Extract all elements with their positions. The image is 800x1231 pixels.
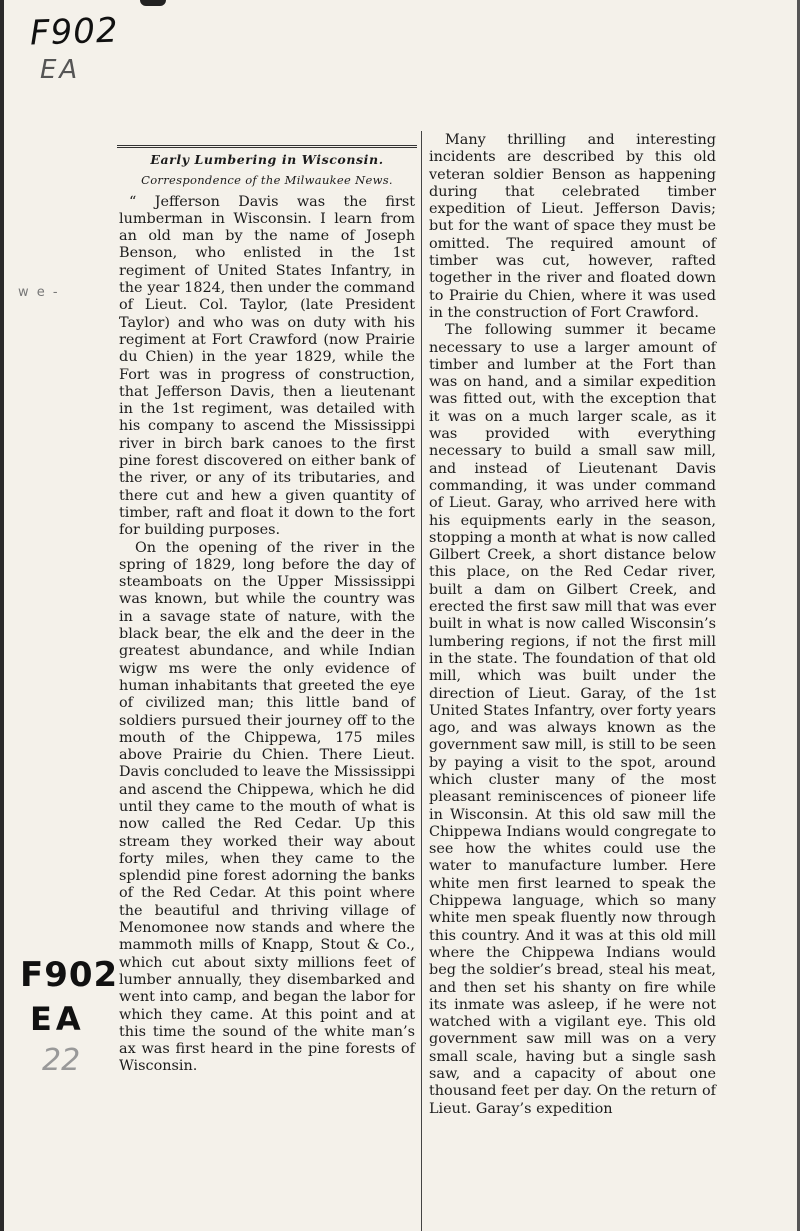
column-divider — [421, 131, 422, 1231]
handwritten-side-catalog-number: F902 — [20, 955, 119, 995]
article-headline: Early Lumbering in Wisconsin. — [150, 152, 384, 167]
article-column-right — [429, 132, 716, 1118]
handwritten-side-initials: EA — [30, 1000, 85, 1038]
paragraph: “ Jefferson Davis was the first lumberman in Wisconsin. I learn from an old man by the name of Joseph Benson, who enlisted in the 1st regiment of United States Infantry, in the year 1824, then under the command of Lieut. Col. Taylor, (late President Taylor) and who was on duty with his regiment at Fort Crawford (now Prairie du Chien) in the year 1829, while the Fort was in progress of construction, that Jefferson Davis, then a lieutenant in the 1st regiment, was detailed with his company to ascend the Mississippi river in birch bark canoes to the first pine forest discovered on either bank of the river, or any of its tributaries, and there cut and hew a given quantity of timber, raft and float it down to the fort for building purposes. — [119, 193, 415, 539]
newspaper-clipping — [113, 131, 800, 1231]
handwritten-initials: EA — [40, 55, 81, 85]
headline-rule — [117, 145, 417, 148]
paragraph: The following summer it became necessary to use a larger amount of timber and lumber at the Fort than was on hand, and a similar expedition was fitted out, with the exception that it was on a much larger scale, as it was provided with everything necessary to build a small saw mill, and instead of Lieutenant Davis commanding, it was under command of Lieut. Garay, who arrived here with his equipments early in the season, stopping a month at what is now called Gilbert Creek, a short distance below this place, on the Red Cedar river, built a dam on Gilbert Creek, and erected the first saw mill that was ever built in what is now called Wisconsin’s lumbering regions, if not the first mill in the state. The foundation of that old mill, which was built under the direction of Lieut. Garay, of the 1st United States Infantry, over forty years ago, and was always known as the government saw mill, is still to be seen by paying a visit to the spot, around which cluster many of the most pleasant reminiscences of pioneer life in Wisconsin. At this old saw mill the Chippewa Indians would congregate to see how the whites could use the water to manufacture lumber. Here white men first learned to speak the Chippewa language, which so many white men speak fluently now through this country. And it was at this old mill where the Chippewa Indians would beg the soldier’s bread, steal his meat, and then set his shanty on fire while its inmate was asleep, if he were not watched with a vigilant eye. This old government saw mill was on a very small scale, having but a single sash saw, and a capacity of about one thousand feet per day. On the return of Lieut. Garay’s expedition — [429, 322, 716, 1117]
paragraph: On the opening of the river in the spring of 1829, long before the day of steamboats on the Upper Mississippi was known, but while the country was in a savage state of nature, with the black bear, the elk and the deer in the greatest abundance, and while Indian wigw ms were the only evidence of human inhabitants that greeted the eye of civilized man; this little band of soldiers pursued their journey off to the mouth of the Chippewa, 175 miles above Prairie du Chien. There Lieut. Davis concluded to leave the Mississippi and ascend the Chippewa, which he did until they came to the mouth of what is now called the Red Cedar. Up this stream they worked their way about forty miles, when they came to the splendid pine forest adorning the banks of the Red Cedar. At this point where the beautiful and thriving village of Menomonee now stands and where the mammoth mills of Knapp, Stout & Co., which cut about sixty millions feet of lumber annually, they disembarked and went into camp, and began the labor for which they came. At this point and at this time the sound of the white man’s ax was first heard in the pine forests of Wisconsin. — [119, 539, 415, 1075]
scan-binding-mark — [140, 0, 166, 6]
handwritten-margin-scribble: w e - — [18, 285, 60, 300]
article-column-left — [119, 151, 415, 1076]
article-byline: Correspondence of the Milwaukee News. — [141, 173, 393, 188]
scan-edge-left — [0, 0, 4, 1231]
handwritten-side-number: 22 — [42, 1043, 81, 1078]
handwritten-catalog-number: F902 — [29, 10, 120, 54]
paragraph: Many thrilling and interesting incidents are described by this old veteran soldier Benson as happening during that celebrated timber expedition of Lieut. Jefferson Davis; but for the want of space they must be omitted. The required amount of timber was cut, however, rafted together in the river and floated down to Prairie du Chien, where it was used in the construction of Fort Crawford. — [429, 132, 716, 321]
